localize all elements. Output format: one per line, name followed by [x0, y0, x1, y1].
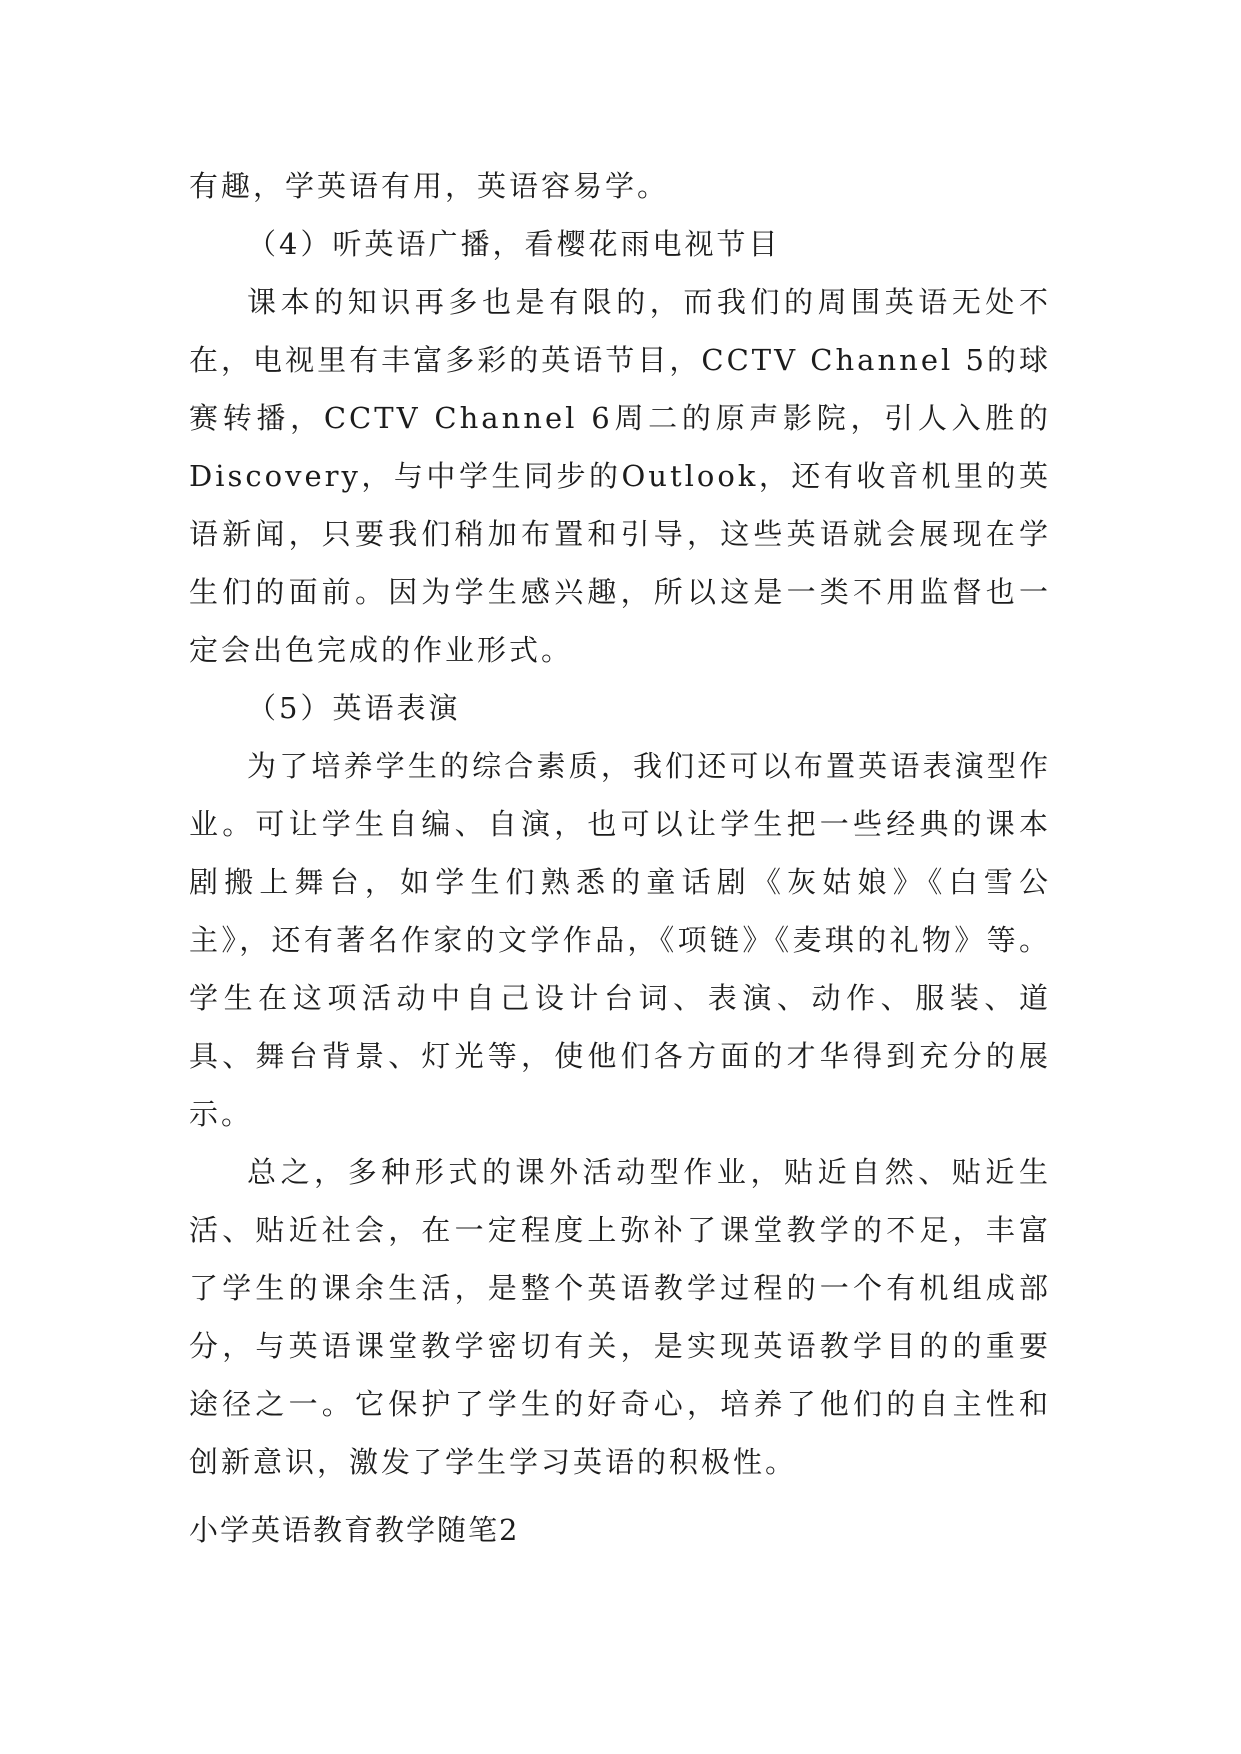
- subheading-performance: （5）英语表演: [247, 691, 461, 725]
- section-title: 小学英语教育教学随笔2: [189, 1513, 520, 1547]
- paragraph-listening: 课本的知识再多也是有限的，而我们的周围英语无处不在，电视里有丰富多彩的英语节目，CCTV Channel 5的球赛转播，CCTV Channel 6周二的原声影院，引人入胜的Discovery，与中学生同步的Outlook，还有收音机里的英语新闻，只要我们稍加布置和引导，这些英语就会展现在学生们的面前。因为学生感兴趣，所以这是一类不用监督也一定会出色完成的作业形式。: [189, 285, 1051, 667]
- paragraph-performance: 为了培养学生的综合素质，我们还可以布置英语表演型作业。可让学生自编、自演，也可以让学生把一些经典的课本剧搬上舞台，如学生们熟悉的童话剧《灰姑娘》《白雪公主》，还有著名作家的文学作品，《项链》《麦琪的礼物》等。学生在这项活动中自己设计台词、表演、动作、服装、道具、舞台背景、灯光等，使他们各方面的才华得到充分的展示。: [189, 749, 1051, 1131]
- subheading-listening: （4）听英语广播，看樱花雨电视节目: [247, 227, 781, 261]
- document-body: [189, 157, 1051, 1491]
- paragraph-continuation: 有趣，学英语有用，英语容易学。: [189, 169, 670, 203]
- paragraph-summary: 总之，多种形式的课外活动型作业，贴近自然、贴近生活、贴近社会，在一定程度上弥补了课堂教学的不足，丰富了学生的课余生活，是整个英语教学过程的一个有机组成部分，与英语课堂教学密切有关，是实现英语教学目的的重要途径之一。它保护了学生的好奇心，培养了他们的自主性和创新意识，激发了学生学习英语的积极性。: [189, 1155, 1051, 1479]
